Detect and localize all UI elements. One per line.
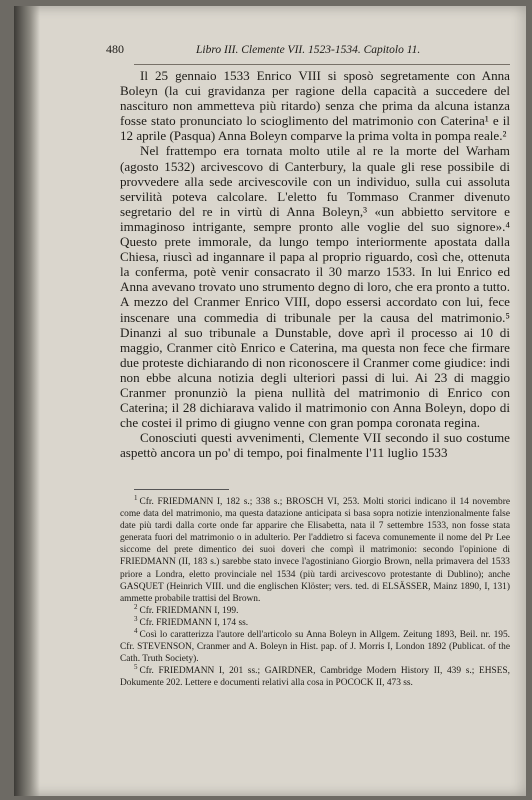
footnote-number: 5 [134,663,138,672]
footnote-text: Cfr. FRIEDMANN I, 201 ss.; GAIRDNER, Cambridge Modern History II, 439 s.; EHSES, Dokumente 202. Lettere e documenti relativi alla cosa in POCOCK II, 473 ss. [120,666,510,689]
page-header [106,42,510,57]
footnote [120,614,510,629]
footnote [120,626,510,665]
footnote-text: Cfr. FRIEDMANN I, 199. [139,605,239,616]
header-rule [134,64,510,65]
running-title: Libro III. Clemente VII. 1523-1534. Capitolo 11. [196,44,421,56]
footnote [120,602,510,617]
footnote-text: Cfr. FRIEDMANN I, 174 ss. [139,617,249,628]
paragraph: Il 25 gennaio 1533 Enrico VIII si sposò segretamente con Anna Boleyn (la cui gravidanza per ragione della capacità a succedere del nascituro non ammetteva più ritardo) senza che prima da alcuna istanza fosse stato pronunciato lo scioglimento del matrimonio con Caterina¹ e il 12 aprile (Pasqua) Anna Boleyn comparve la prima volta in pompa reale.² [120,68,510,144]
footnote-rule [134,489,229,490]
book-page [14,6,526,796]
footnote-text: Così lo caratterizza l'autore dell'articolo su Anna Boleyn in Allgem. Zeitung 1893, Beil. nr. 195. Cfr. STEVENSON, Cranmer and A. Boleyn in Hist. pap. of J. Morris I, London 1892 (Publicat. of the Cath. Truth Society). [120,630,510,665]
footnote-number: 4 [134,626,138,635]
footnote-text: Cfr. FRIEDMANN I, 182 s.; 338 s.; BROSCH VI, 253. Molti storici indicano il 14 novembre come data del matrimonio, ma questa datazione anticipata si basa sopra notizie intenzionalmente false date più tardi dalla corte onde far apparire che Elisabetta, nata il 7 settembre 1533, non fosse stata generata fuori del matrimonio o in adulterio. Per l'addietro si faceva comunemente il nome del Pr Lee siccome del prete dimentico dei suoi doveri che compì il matrimonio: secondo l'opinione di FRIEDMANN (II, 183 s.) sarebbe stato invece l'agostiniano Giorgio Brown, nella primavera del 1533 priore a Londra, eletto provinciale nel 1534 (più tardi arcivescovo protestante di Dublino); anche GASQUET (Heinrich VIII. und die englischen Klöster; vers. ted. di ELSÄSSER, Mainz 1890, I, 131) ammette probabile trattisi del Brown. [120,497,510,604]
footnote-number: 1 [134,493,138,502]
footnote [120,493,510,605]
footnotes [120,493,510,690]
footnote-number: 3 [134,614,138,623]
paragraph: Conosciuti questi avvenimenti, Clemente VII secondo il suo costume aspettò ancora un po' di tempo, poi finalmente l'11 luglio 1533 [120,430,510,461]
main-text [120,68,510,460]
footnote-number: 2 [134,602,138,611]
binding-gutter [14,6,40,796]
footnote [120,665,510,689]
paragraph: Nel frattempo era tornata molto utile al re la morte del Warham (agosto 1532) arcivescovo di Canterbury, la quale gli rese possibile di provvedere alla sede arcivescovile con un individuo, sulla cui assoluta servilità poteva calcolare. L'eletto fu Tommaso Cranmer divenuto segretario del re in virtù di Anna Boleyn,³ «un abbietto servitore e immaginoso intrigante, sempre pronto alle voglie del suo signore».⁴ Questo prete immorale, da lungo tempo interiormente apostata dalla Chiesa, riuscì ad ingannare il papa al proprio riguardo, così che, ottenuta la conferma, potè venir consacrato il 30 marzo 1533. In lui Enrico ed Anna avevano trovato uno strumento degno di loro, che era pronto a tutto. A mezzo del Cranmer Enrico VIII, dopo essersi accordato con lui, fece inscenare una commedia di tribunale per la causa del matrimonio.⁵ Dinanzi al suo tribunale a Dunstable, dove aprì il processo ai 10 di maggio, Cranmer citò Enrico e Caterina, ma questa non fece che firmare due proteste dichiarando di non riconoscere il Cranmer come giudice: indi non ebbe alcuna notizia degli ulteriori passi di lui. Ai 23 di maggio Cranmer pronunziò la piena nullità del matrimonio di Enrico con Caterina; il 28 dichiarava valido il matrimonio con Anna Boleyn, dopo di che costei il primo di giugno venne con gran pompa coronata regina. [120,143,510,431]
page-number: 480 [106,42,124,56]
